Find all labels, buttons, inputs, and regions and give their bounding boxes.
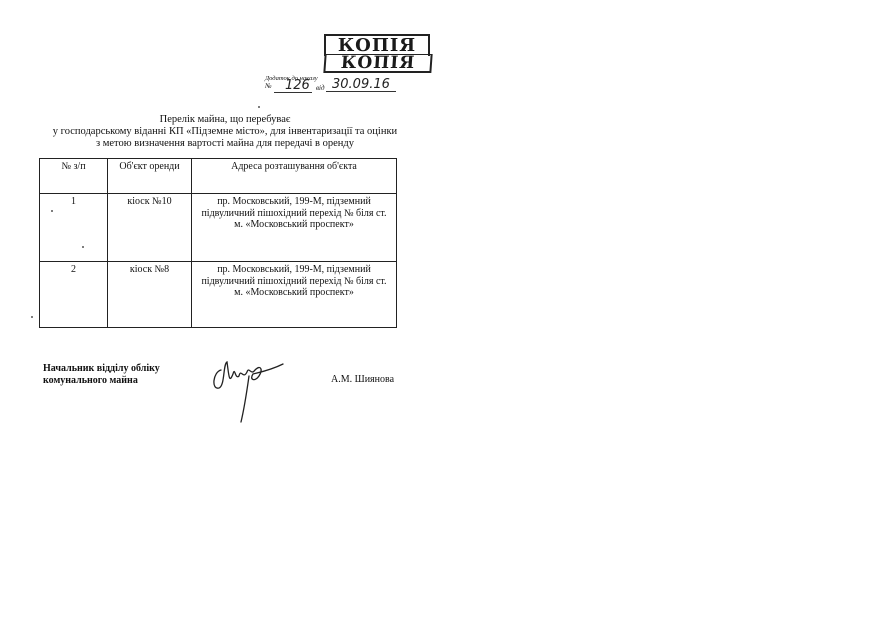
signatory-position [43, 363, 160, 387]
order-date: 30.09.16 [332, 77, 390, 92]
row-number: 2 [40, 262, 108, 328]
row-address: пр. Московський, 199-М, підземний підвуличний пішохідний перехід № біля ст. м. «Московський проспект» [192, 262, 397, 328]
row-object: кіоск №10 [108, 194, 192, 262]
title-line-3: з метою визначення вартості майна для передачі в оренду [95, 138, 354, 149]
table-header-row [40, 159, 397, 194]
copy-stamp-top: КОПІЯ [324, 34, 430, 56]
order-date-label: від [316, 84, 325, 92]
header-address: Адреса розташування об'єкта [192, 159, 397, 194]
scan-speck [82, 246, 84, 248]
position-line-1: Начальник відділу обліку [43, 363, 160, 374]
order-caption: Додаток до наказу [265, 75, 318, 82]
title-line-1: Перелік майна, що перебуває [159, 114, 291, 125]
scan-speck [31, 316, 33, 318]
order-date-underline [326, 91, 396, 92]
row-object: кіоск №8 [108, 262, 192, 328]
order-number: 126 [285, 78, 310, 93]
property-table [39, 158, 397, 328]
table-row [40, 194, 397, 262]
position-line-2: комунального майна [43, 375, 138, 386]
title-line-2: у господарському віданні КП «Підземне місто», для інвентаризації та оцінки [52, 126, 398, 137]
order-number-label: № [265, 82, 272, 90]
order-number-underline [274, 92, 312, 93]
scan-speck [258, 106, 260, 108]
scan-speck [51, 210, 53, 212]
table-row [40, 262, 397, 328]
row-address: пр. Московський, 199-М, підземний підвуличний пішохідний перехід № біля ст. м. «Московський проспект» [192, 194, 397, 262]
signatory-name: А.М. Шиянова [331, 374, 395, 385]
signature-image [205, 350, 295, 430]
row-number: 1 [40, 194, 108, 262]
header-object: Об'єкт оренди [108, 159, 192, 194]
header-number: № з/п [40, 159, 108, 194]
copy-stamp-bottom: КОПІЯ [323, 54, 432, 73]
